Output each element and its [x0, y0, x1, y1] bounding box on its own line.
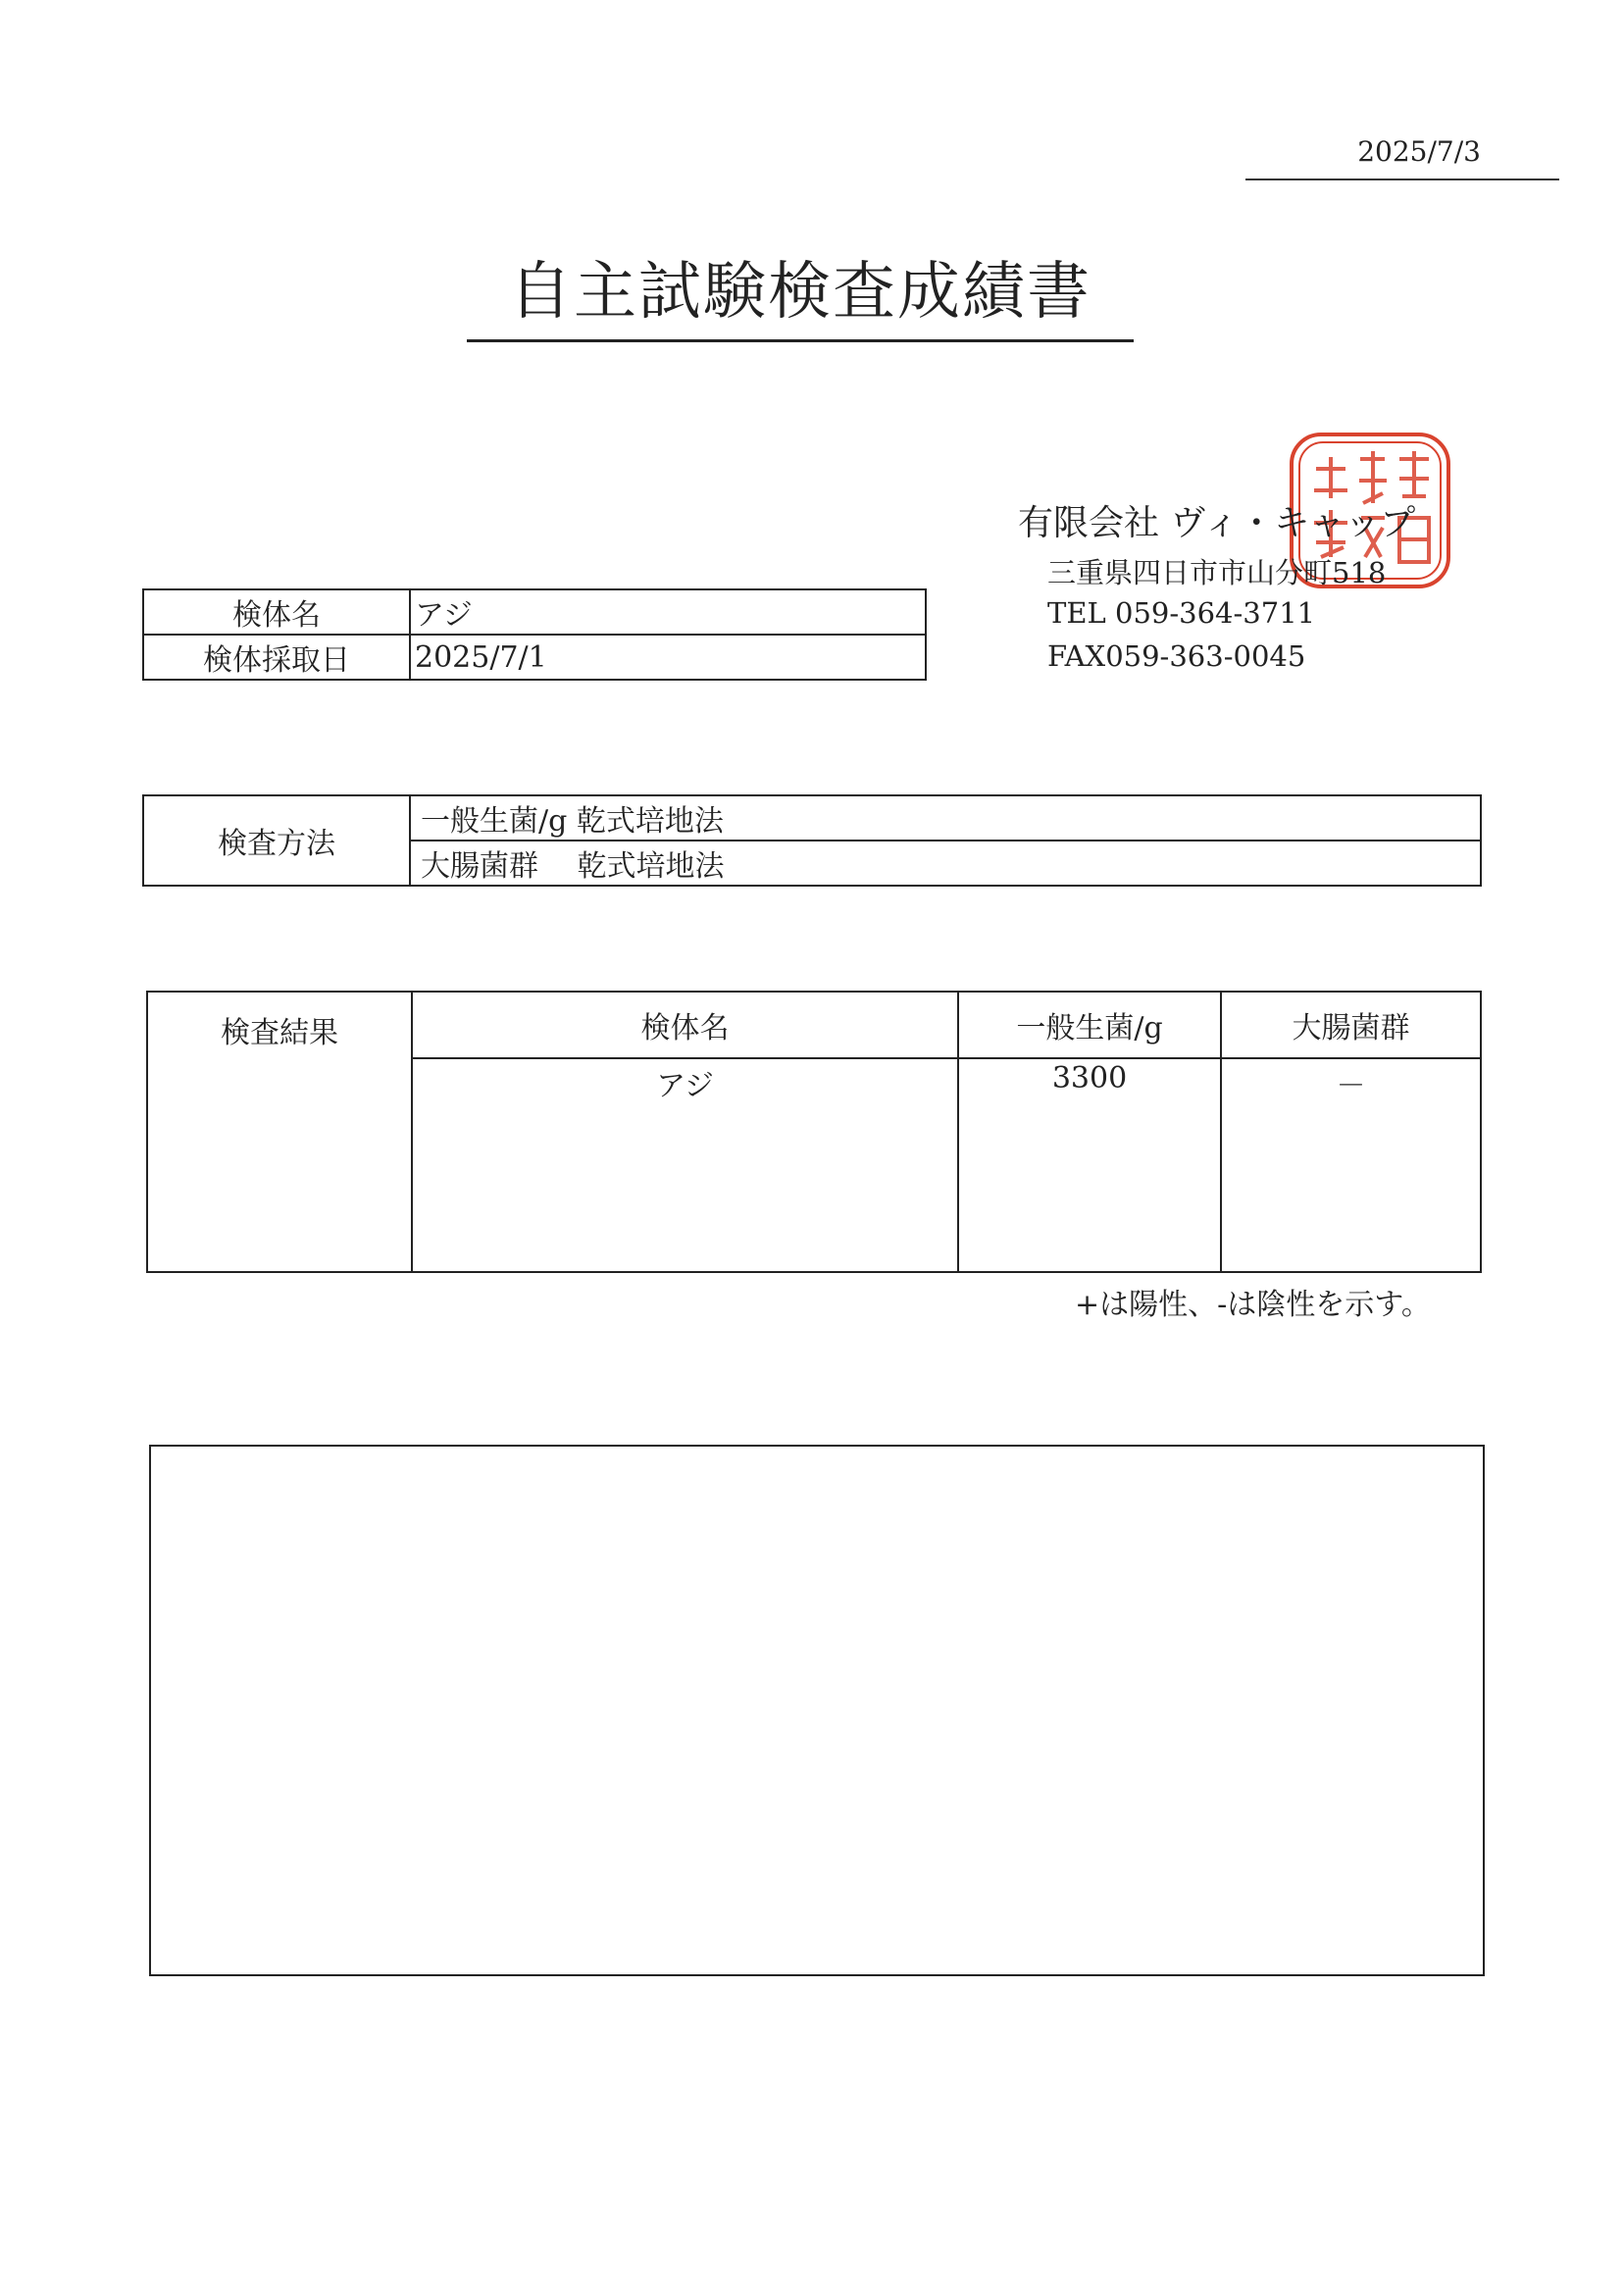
company-address: 三重県四日市市山分町518	[1047, 556, 1387, 589]
sample-name-label: 検体名	[143, 589, 410, 635]
issue-date-text: 2025/7/3	[1357, 135, 1481, 168]
sample-date-value: 2025/7/1	[410, 635, 926, 680]
results-header-bacteria: 一般生菌/g	[958, 992, 1221, 1058]
issue-date	[1245, 129, 1559, 180]
legend-note: +は陽性、-は陰性を示す。	[1075, 1288, 1431, 1322]
method-label: 検査方法	[143, 795, 410, 886]
document-title	[467, 245, 1134, 342]
company-name: 有限会社 ヴィ・キャップ	[1018, 503, 1416, 543]
company-fax: FAX059-363-0045	[1047, 639, 1306, 673]
method-value-1: 一般生菌/g 乾式培地法	[410, 795, 1481, 841]
sample-date-row	[143, 635, 926, 680]
sample-info-table	[142, 588, 927, 681]
sample-name-row	[143, 589, 926, 635]
results-bacteria-value: 3300	[958, 1058, 1221, 1272]
results-header-sample: 検体名	[412, 992, 958, 1058]
document-title-text: 自主試験検査成績書	[509, 256, 1091, 329]
method-table	[142, 794, 1482, 887]
method-row-1	[143, 795, 1481, 841]
remarks-box	[149, 1445, 1485, 1976]
sample-date-label: 検体採取日	[143, 635, 410, 680]
results-header-row	[147, 992, 1481, 1058]
sample-name-value: アジ	[410, 589, 926, 635]
results-sample-value: アジ	[412, 1058, 958, 1272]
results-coliform-value: －	[1221, 1058, 1481, 1272]
method-value-2: 大腸菌群 乾式培地法	[410, 841, 1481, 886]
results-table	[146, 991, 1482, 1273]
results-header-coliform: 大腸菌群	[1221, 992, 1481, 1058]
company-tel: TEL 059-364-3711	[1047, 596, 1316, 630]
results-label: 検査結果	[147, 992, 412, 1272]
